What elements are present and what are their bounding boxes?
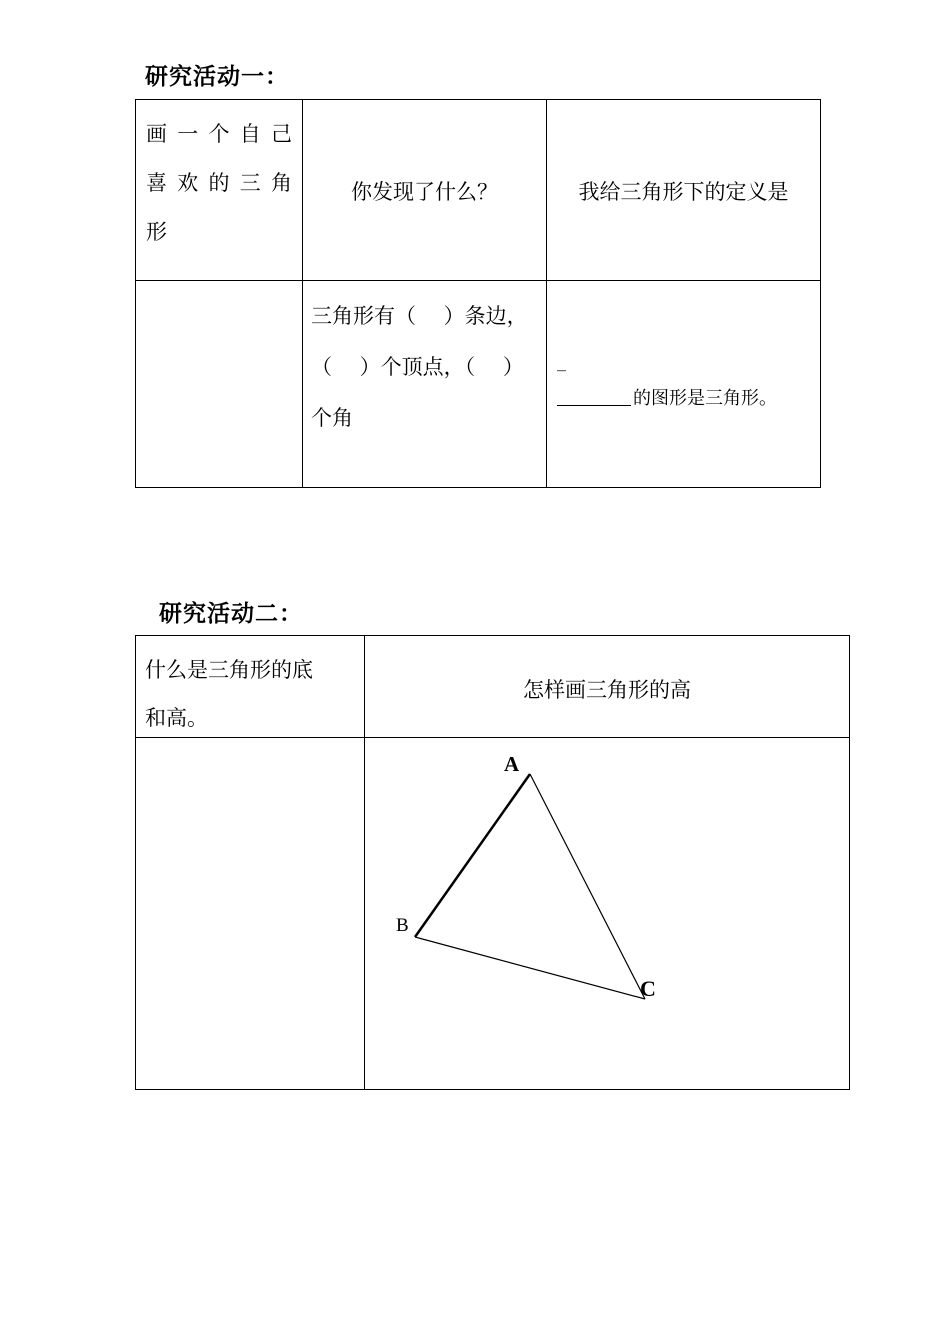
prompt-char: 欢 [177,171,199,195]
prompt-char: 角 [271,171,292,195]
answer-area-cell[interactable] [136,738,365,1090]
prompt-char: 形 [146,220,167,244]
activity-one-table [135,99,821,488]
vertex-b-label: B [396,915,409,936]
side-bc [415,937,645,999]
dash-mark: _ [557,351,566,372]
definition-suffix: 的图形是三角形。 [633,388,777,409]
how-draw-height-header: 怎样画三角形的高 [523,678,691,702]
prompt-char: 一 [177,122,199,146]
base-height-question-line1: 什么是三角形的底 [145,658,313,682]
activity-one-title: 研究活动一： [145,64,289,90]
what-found-header: 你发现了什么？ [351,180,498,204]
activity-two-table [135,635,850,1090]
angles-question: 个角 [311,406,353,430]
what-found-cell [303,100,547,281]
side-ac [530,774,645,999]
definition-answer-cell [547,281,821,488]
prompt-char: 己 [271,122,292,146]
prompt-char: 自 [239,122,261,146]
prompt-char: 个 [208,122,230,146]
vertex-a-label: A [504,752,520,776]
how-draw-height-cell [365,636,850,738]
drawing-area-cell[interactable] [136,281,303,488]
prompt-char: 的 [208,171,230,195]
draw-triangle-prompt [146,110,292,257]
base-height-question-cell [136,636,365,738]
definition-header: 我给三角形下的定义是 [578,180,789,204]
findings-cell [303,281,547,488]
triangle-cell[interactable] [365,738,850,1090]
side-ab [415,774,530,937]
prompt-char: 喜 [146,171,167,195]
draw-triangle-cell [136,100,303,281]
vertices-question: （ ）个顶点，（ ） [311,355,524,379]
sides-question: 三角形有（ ）条边， [311,304,528,328]
activity-two-title: 研究活动二： [159,601,303,627]
triangle-abc-figure [365,738,850,1089]
prompt-char: 画 [146,122,167,146]
definition-blank[interactable] [557,375,631,406]
vertex-c-label: C [640,976,656,1001]
base-height-question-line2: 和高。 [145,706,208,730]
definition-header-cell [547,100,821,281]
prompt-char: 三 [239,171,261,195]
